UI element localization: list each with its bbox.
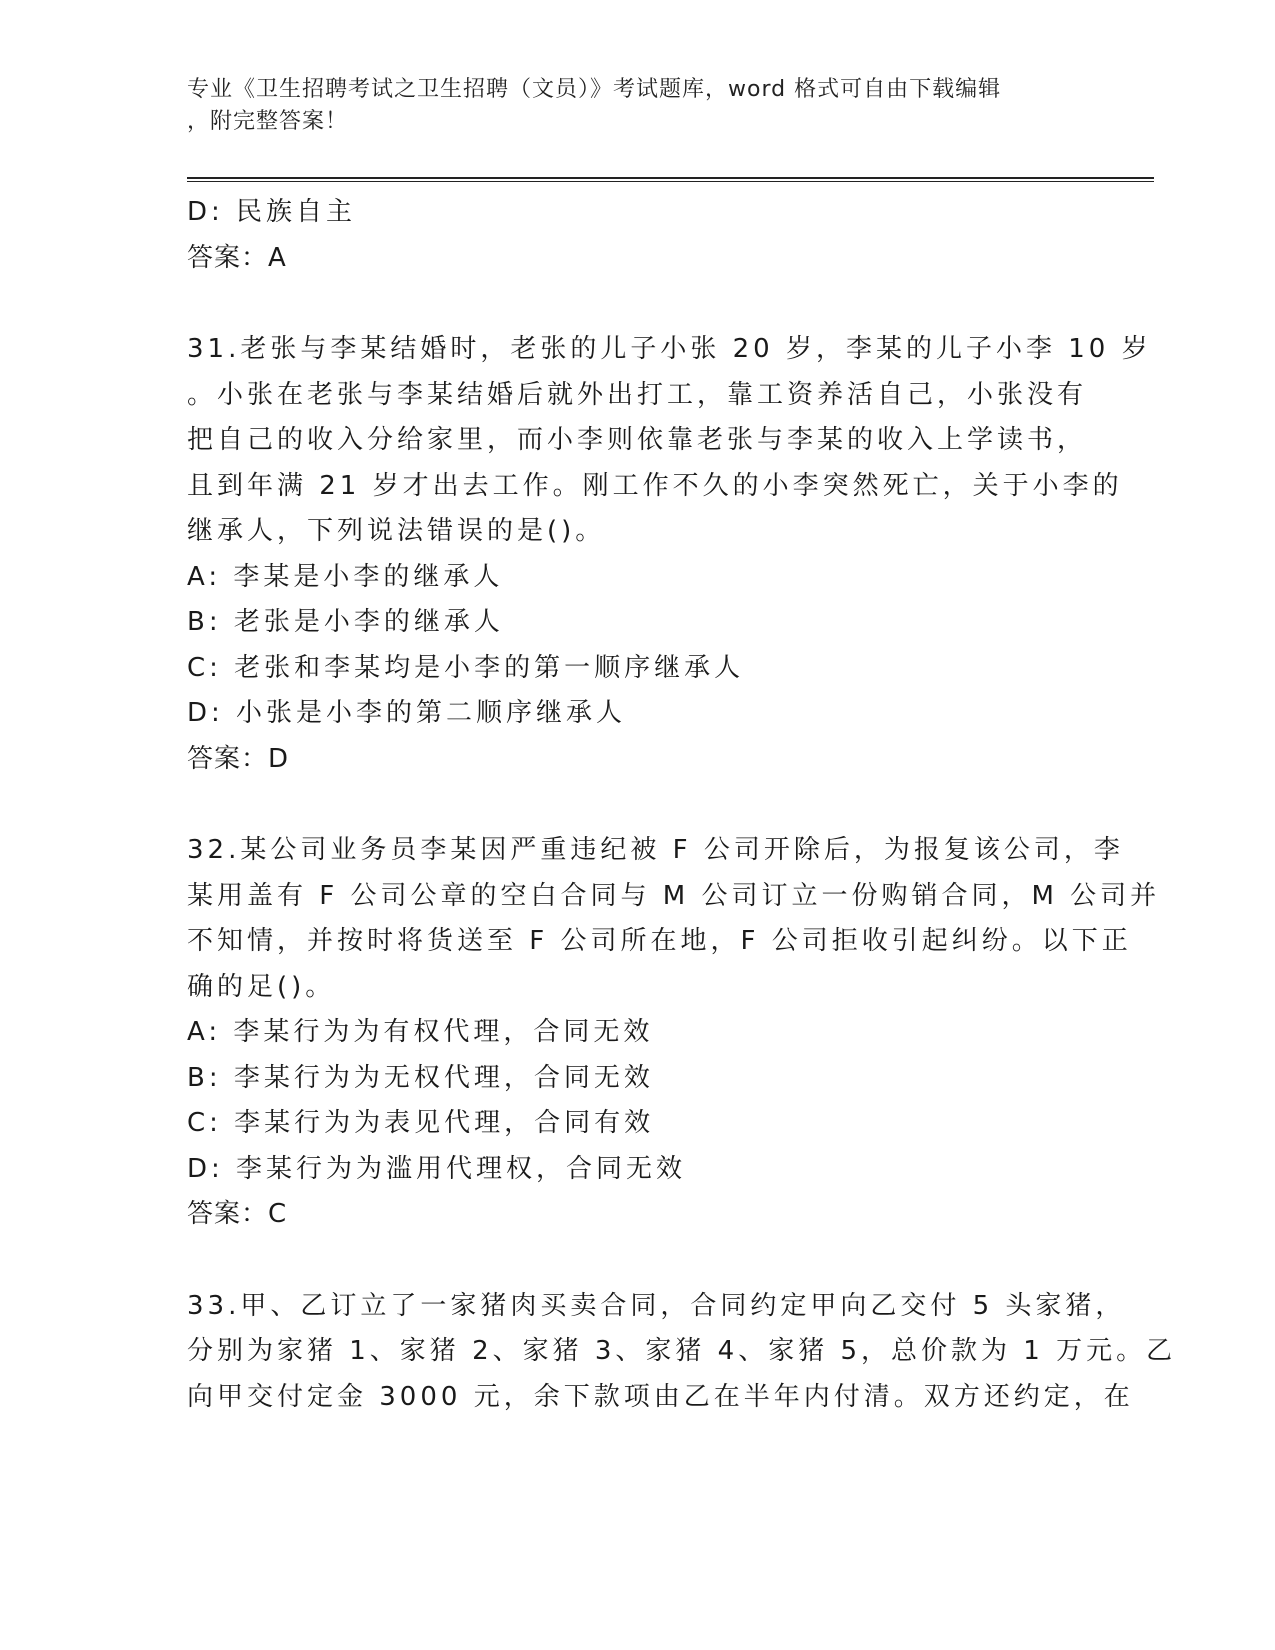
option-b: B: 李某行为为无权代理，合同无效 xyxy=(187,1062,654,1093)
question-32 xyxy=(187,828,1161,1238)
question-text-line: 32.某公司业务员李某因严重违纪被 F 公司开除后，为报复该公司，李 xyxy=(187,835,1124,865)
question-text-line: 。小张在老张与李某结婚后就外出打工，靠工资养活自己，小张没有 xyxy=(187,379,1088,410)
option-a: A: 李某是小李的继承人 xyxy=(187,561,504,592)
option-d: D: 李某行为为滥用代理权，合同无效 xyxy=(187,1153,687,1184)
question-text-line: 33.甲、乙订立了一家猪肉买卖合同，合同约定甲向乙交付 5 头家猪， xyxy=(187,1290,1126,1321)
question-text-line: 向甲交付定金 3000 元，余下款项由乙在半年内付清。双方还约定，在 xyxy=(187,1381,1134,1412)
header-line-1: 专业《卫生招聘考试之卫生招聘（文员）》考试题库，word 格式可自由下载编辑 xyxy=(187,77,1002,102)
option-b: B: 老张是小李的继承人 xyxy=(187,607,504,637)
option-a: A: 李某行为为有权代理，合同无效 xyxy=(187,1017,654,1047)
question-text-line: 31.老张与李某结婚时，老张的儿子小张 20 岁，李某的儿子小李 10 岁 xyxy=(187,334,1152,364)
option-d: D: 小张是小李的第二顺序继承人 xyxy=(187,698,627,728)
answer-line: 答案：A xyxy=(187,242,287,273)
question-33 xyxy=(187,1284,1177,1421)
question-text-line: 确的足()。 xyxy=(187,971,336,1002)
question-text-line: 不知情，并按时将货送至 F 公司所在地，F 公司拒收引起纠纷。以下正 xyxy=(187,926,1132,956)
document-body xyxy=(187,190,1177,1420)
question-text-line: 分别为家猪 1、家猪 2、家猪 3、家猪 4、家猪 5，总价款为 1 万元。乙 xyxy=(187,1336,1177,1366)
option-c: C: 李某行为为表见代理，合同有效 xyxy=(187,1108,655,1138)
previous-question-tail xyxy=(187,190,1087,281)
question-text-line: 某用盖有 F 公司公章的空白合同与 M 公司订立一份购销合同，M 公司并 xyxy=(187,880,1161,911)
answer-line: 答案：C xyxy=(187,1199,288,1229)
header-divider xyxy=(187,177,1154,182)
question-text-line: 继承人，下列说法错误的是()。 xyxy=(187,516,606,546)
question-text-line: 且到年满 21 岁才出去工作。刚工作不久的小李突然死亡，关于小李的 xyxy=(187,470,1123,501)
option-c: C: 老张和李某均是小李的第一顺序继承人 xyxy=(187,652,745,683)
answer-line: 答案：D xyxy=(187,743,290,774)
option-d: D: 民族自主 xyxy=(187,197,357,227)
question-31 xyxy=(187,327,1152,782)
question-text-line: 把自己的收入分给家里，而小李则依靠老张与李某的收入上学读书， xyxy=(187,425,1088,455)
header-line-2: ，附完整答案！ xyxy=(187,109,349,134)
page-header xyxy=(187,74,1067,138)
